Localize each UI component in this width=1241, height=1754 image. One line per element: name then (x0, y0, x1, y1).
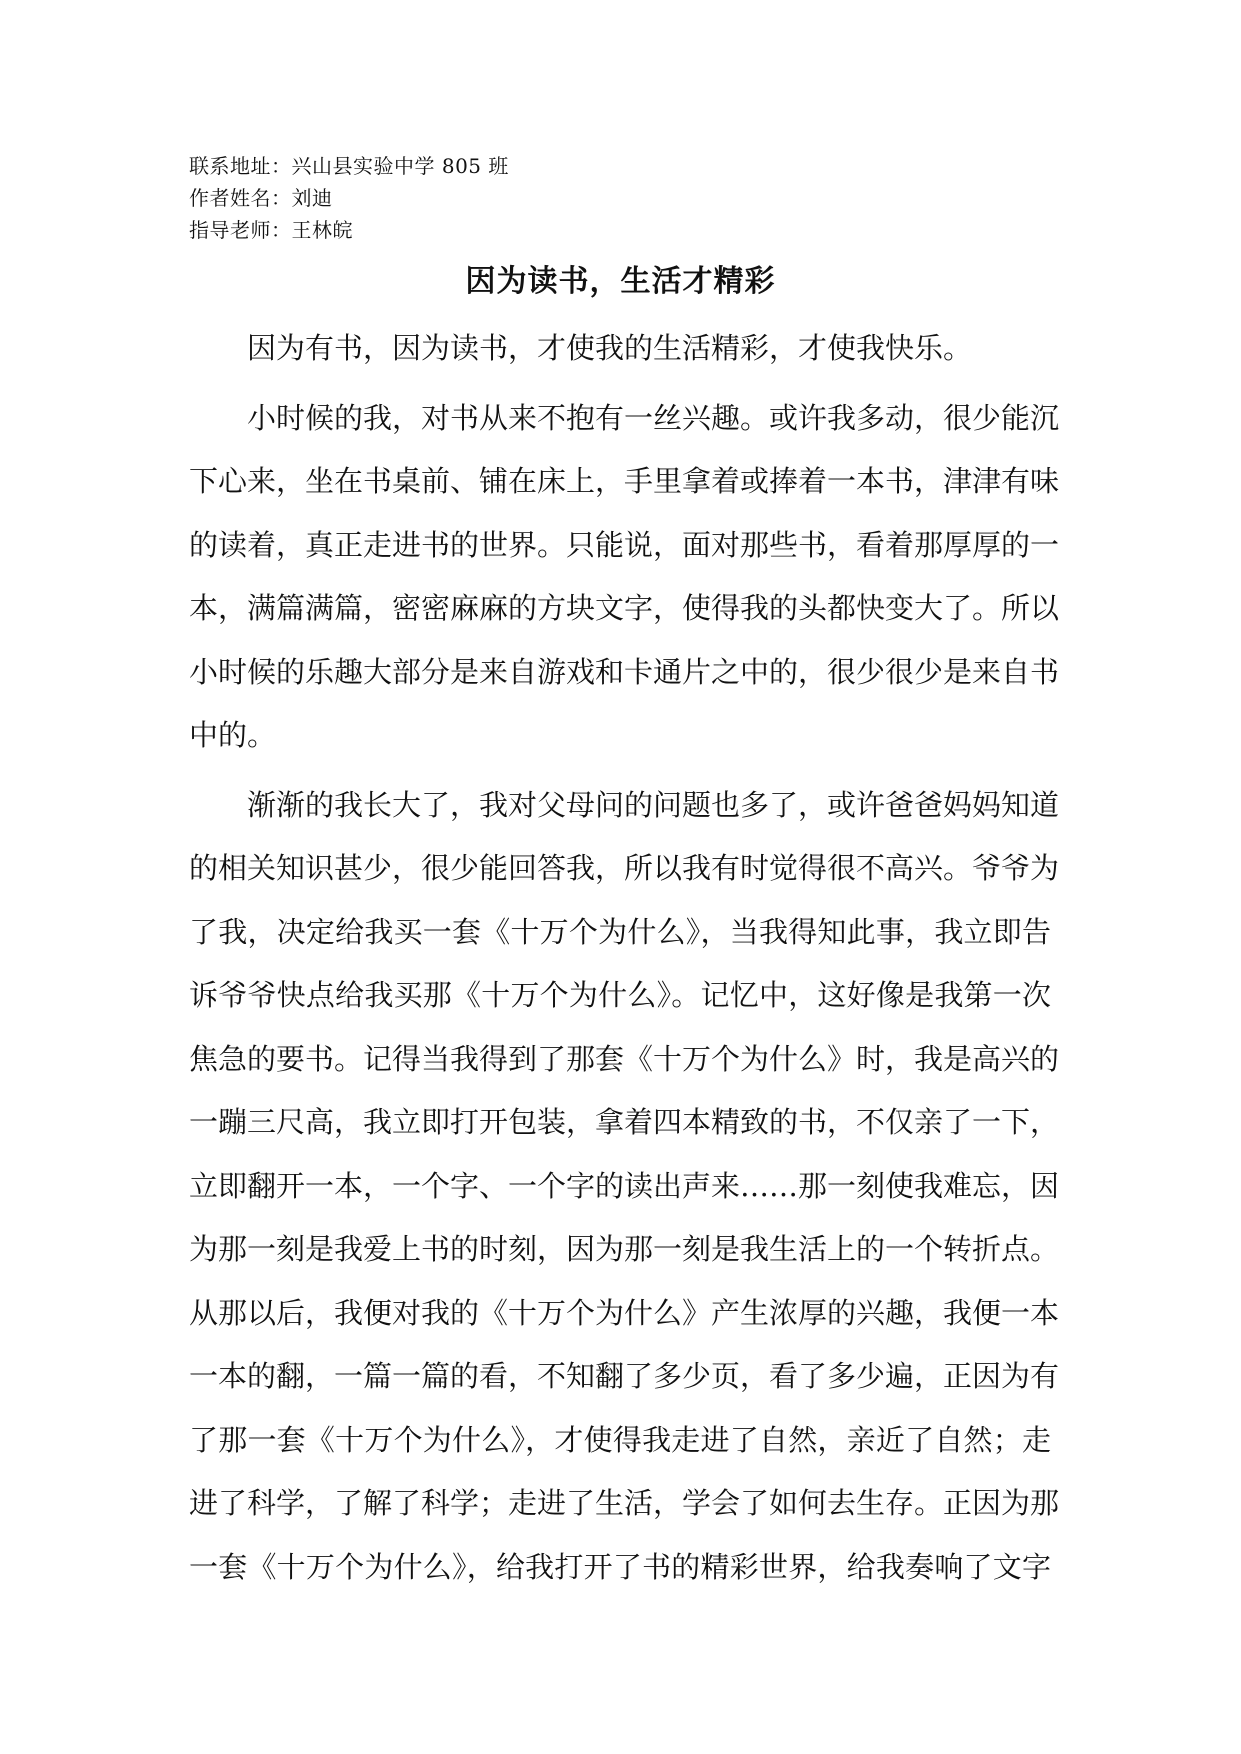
text-line: 焦急的要书。记得当我得到了那套《十万个为什么》时，我是高兴的 (189, 1041, 1060, 1076)
text-line: 小时候的乐趣大部分是来自游戏和卡通片之中的，很少很少是来自书 (189, 654, 1060, 689)
essay-title: 因为读书，生活才精彩 (465, 264, 776, 299)
text-line: 一蹦三尺高，我立即打开包装，拿着四本精致的书，不仅亲了一下， (189, 1105, 1060, 1139)
author-name: 作者姓名：刘迪 (189, 186, 333, 210)
text-line: 一本的翻，一篇一篇的看，不知翻了多少页，看了多少遍，正因为有 (189, 1359, 1060, 1393)
contact-address: 联系地址：兴山县实验中学 805 班 (189, 154, 509, 178)
text-line: 进了科学，了解了科学；走进了生活，学会了如何去生存。正因为那 (189, 1486, 1060, 1520)
text-line: 因为有书，因为读书，才使我的生活精彩，才使我快乐。 (247, 331, 973, 365)
teacher-name: 指导老师：王林皖 (189, 218, 353, 242)
text-line: 下心来，坐在书桌前、铺在床上，手里拿着或捧着一本书，津津有味 (189, 464, 1060, 498)
text-line: 的读着，真正走进书的世界。只能说，面对那些书，看着那厚厚的一 (189, 527, 1060, 562)
text-line: 诉爷爷快点给我买那《十万个为什么》。记忆中，这好像是我第一次 (189, 978, 1051, 1012)
text-line: 了我，决定给我买一套《十万个为什么》，当我得知此事，我立即告 (189, 914, 1051, 949)
text-line: 立即翻开一本，一个字、一个字的读出声来……那一刻使我难忘，因 (189, 1168, 1060, 1203)
text-line: 本，满篇满篇，密密麻麻的方块文字，使得我的头都快变大了。所以 (189, 591, 1060, 625)
text-line: 一套《十万个为什么》，给我打开了书的精彩世界，给我奏响了文字 (189, 1549, 1051, 1584)
text-line: 为那一刻是我爱上书的时刻，因为那一刻是我生活上的一个转折点。 (189, 1232, 1060, 1266)
text-line: 小时候的我，对书从来不抱有一丝兴趣。或许我多动，很少能沉 (247, 400, 1060, 435)
author-info-block (189, 150, 889, 246)
text-line: 渐渐的我长大了，我对父母问的问题也多了，或许爸爸妈妈知道 (247, 787, 1060, 822)
text-line: 中的。 (189, 718, 277, 752)
text-line: 了那一套《十万个为什么》，才使得我走进了自然，亲近了自然；走 (189, 1422, 1051, 1457)
paragraph (189, 774, 1060, 1600)
paragraph (189, 387, 1060, 768)
text-line: 的相关知识甚少，很少能回答我，所以我有时觉得很不高兴。爷爷为 (189, 851, 1060, 885)
essay-body (189, 317, 1060, 1599)
text-line: 从那以后，我便对我的《十万个为什么》产生浓厚的兴趣，我便一本 (189, 1295, 1060, 1330)
paragraph (189, 317, 1051, 381)
